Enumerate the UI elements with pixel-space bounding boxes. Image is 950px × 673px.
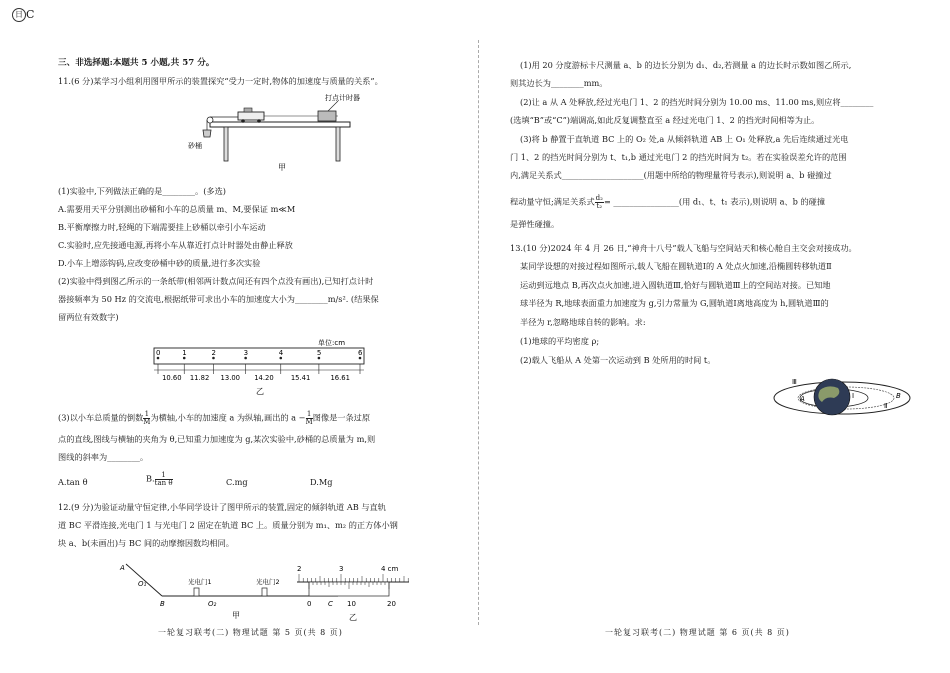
orbit-label-ii: Ⅱ	[884, 402, 888, 410]
q11-part3-pre: (3)以小车总质量的倒数	[58, 412, 144, 423]
frac-denominator: M	[143, 418, 151, 426]
tape-dimensions	[158, 364, 360, 382]
q11-part2-line2: 器接频率为 50 Hz 的交流电,根据纸带可求出小车的加速度大小为________m/s². (结果保	[58, 294, 379, 304]
pulley	[207, 117, 213, 123]
tape-point-5	[318, 357, 321, 360]
tape-point-3	[244, 357, 247, 360]
q11-part3-line3: 图线的斜率为________。	[58, 452, 149, 462]
frac-numerator: 1	[144, 410, 150, 418]
logo-circle-icon: 日	[12, 8, 26, 22]
q13-line5: 半径为 r,忽略地球自转的影响。求:	[520, 317, 646, 327]
q12-line3: 块 a、b(未画出)与 BC 间的动摩擦因数均相同。	[58, 538, 234, 548]
q12-line1: 12.(9 分)为验证动量守恒定律,小华同学设计了图甲所示的装置,固定的倾斜轨道 AB 与直轨	[58, 502, 386, 512]
logo-text: C	[26, 8, 35, 21]
tape-point-6	[359, 357, 362, 360]
frac-denominator-2: M	[305, 418, 313, 426]
photogate-1-label: 光电门1	[188, 578, 212, 586]
tape-segment-6: 16.61	[330, 374, 350, 382]
photogate-2	[262, 588, 267, 596]
q11-option-b: B.平衡摩擦力时,轻绳的下端需要挂上砂桶以牵引小车运动	[58, 222, 266, 232]
q12-part1-line2: 则其边长为________mm。	[510, 78, 608, 88]
label-c: C	[328, 600, 333, 608]
orbit-point-a: A	[800, 395, 805, 403]
table-top	[210, 122, 350, 127]
one-over-m-fraction-2	[306, 411, 313, 426]
exam-logo	[12, 8, 34, 22]
label-o1: O₁	[138, 580, 147, 588]
fig-caption-jia: 甲	[278, 163, 286, 172]
q11-part3-line1	[58, 411, 370, 426]
tape-point-label-3: 3	[243, 349, 249, 357]
label-b: B	[160, 600, 165, 608]
q11-part2-line1: (2)实验中得到图乙所示的一条纸带(相邻两计数点间还有四个点没有画出),已知打点计时	[58, 276, 374, 286]
q12-part3-line1: (3)将 b 静置于直轨道 BC 上的 O₂ 处,a 从倾斜轨道 AB 上 O₁ 处释放,a 先后连续通过光电	[520, 134, 849, 144]
choice-b-prefix: B.	[146, 473, 155, 484]
d2-over-t2-fraction	[595, 195, 604, 210]
q11-part3-mid: 为横轴,小车的加速度 a 为纵轴,画出的 a −	[150, 412, 306, 423]
cart-wheel-2	[257, 119, 261, 123]
left-page	[58, 0, 468, 673]
q12-line2: 道 BC 平滑连接,光电门 1 与光电门 2 固定在轨道 BC 上。质量分别为 m₁、m₂ 的正方体小钢	[58, 520, 398, 530]
paper-tape-figure	[148, 336, 373, 398]
q12-part2-line1: (2)让 a 从 A 处释放,经过光电门 1、2 的挡光时间分别为 10.00 ms、11.00 ms,则应将________	[520, 97, 874, 107]
vernier-caption: 乙	[349, 613, 357, 622]
fig-caption-yi: 乙	[256, 387, 264, 396]
tape-point-label-0: 0	[156, 349, 161, 357]
q12-part3-line3: 内,满足关系式____________________(用题中所给的物理量符号表示),则说明 a、b 碰撞过	[510, 170, 832, 180]
q13-line3: 运动到远地点 B,再次点火加速,进入圆轨道Ⅲ,恰好与圆轨道Ⅲ上的空间站对接。已知地	[520, 280, 831, 290]
t2-denominator: t₂	[596, 202, 603, 210]
tape-point-label-5: 5	[316, 349, 322, 357]
photogate-1	[194, 588, 199, 596]
sand-bucket	[203, 130, 211, 137]
main-scale-label-1: 3	[339, 565, 344, 573]
vernier-scale	[297, 565, 409, 608]
orbit-label-i: Ⅰ	[852, 392, 855, 400]
left-page-footer: 一轮复习联考(二) 物理试题 第 5 页(共 8 页)	[158, 628, 343, 637]
timer-label: 打点计时器	[325, 94, 360, 102]
choice-b-numerator: 1	[155, 472, 173, 480]
q12-part3-line5: 是弹性碰撞。	[510, 219, 560, 229]
q11-part1: (1)实验中,下列做法正确的是________。(多选)	[58, 186, 226, 196]
choice-b-fraction	[155, 472, 173, 487]
vernier-label-1: 10	[347, 600, 356, 608]
orbit-label-iii: Ⅲ	[792, 378, 797, 386]
vernier-label-0: 0	[307, 600, 312, 608]
timer-leader-line	[328, 101, 338, 111]
q11-apparatus-figure	[188, 92, 363, 172]
q13-sub1: (1)地球的平均密度 ρ;	[520, 336, 600, 346]
ticker-timer	[318, 111, 336, 121]
cart-wheel-1	[241, 119, 245, 123]
tape-segment-5: 15.41	[290, 374, 311, 382]
q11-part3-post: 图像是一条过原	[312, 412, 371, 423]
q12-part1-line1: (1)用 20 分度游标卡尺测量 a、b 的边长分别为 d₁、d₂,若测量 a 的边长时示数如图乙所示,	[520, 60, 852, 70]
tape-unit-label: 单位:cm	[318, 339, 346, 347]
q11-choice-c: C.mg	[226, 477, 248, 487]
q12-part3-line4-post: = ________________(用 d₁、t、t₁ 表示),则说明 a、b 的碰撞	[603, 196, 826, 207]
q13-line2: 某同学设想的对接过程如图所示,载人飞船在圆轨道Ⅰ的 A 处点火加速,沿椭圆转移轨道Ⅱ	[520, 261, 832, 271]
right-page-footer: 一轮复习联考(二) 物理试题 第 6 页(共 8 页)	[605, 628, 790, 637]
q11-option-c: C.实验时,应先接通电源,再将小车从靠近打点计时器处由静止释放	[58, 240, 293, 250]
tape-point-label-6: 6	[358, 349, 363, 357]
tape-point-label-1: 1	[182, 349, 187, 357]
main-scale-label-2: 4 cm	[381, 565, 399, 573]
d2-numerator: d₂	[595, 194, 603, 202]
tape-point-2	[212, 357, 215, 360]
q11-part3-line2: 点的直线,图线与横轴的夹角为 θ,已知重力加速度为 g,某次实验中,砂桶的总质量为 m,则	[58, 434, 376, 444]
q11-option-a: A.需要用天平分别测出砂桶和小车的总质量 m、M,要保证 m≪M	[58, 204, 296, 214]
tape-point-1	[183, 357, 186, 360]
vernier-caliper-figure	[293, 562, 413, 622]
tape-segment-1: 10.60	[162, 374, 182, 382]
vernier-label-2: 20	[387, 600, 396, 608]
q11-option-d: D.小车上增添钩码,应改变砂桶中砂的质量,进行多次实验	[58, 258, 261, 268]
q13-sub2: (2)载人飞船从 A 处第一次运动到 B 处所用的时间 t。	[520, 355, 716, 365]
tape-point-label-2: 2	[211, 349, 216, 357]
tape-segment-3: 13.00	[220, 374, 241, 382]
q11-stem: 11.(6 分)某学习小组利用图甲所示的装置探究“受力一定时,物体的加速度与质量的关系”。	[58, 76, 383, 86]
frac-numerator-2: 1	[306, 410, 312, 418]
q13-line4: 球半径为 R,地球表面重力加速度为 g,引力常量为 G,圆轨道Ⅰ离地高度为 h,圆轨道Ⅲ的	[520, 298, 829, 308]
tape-segment-2: 11.82	[189, 374, 210, 382]
q12-part3-line2: 门 1、2 的挡光时间分别为 t、t₁,b 通过光电门 2 的挡光时间为 t₂。若在实验误差允许的范围	[510, 152, 847, 162]
main-scale-label-0: 2	[297, 565, 302, 573]
orbit-point-b: B	[896, 392, 901, 400]
q13-line1: 13.(10 分)2024 年 4 月 26 日,“神舟十八号”载人飞船与空间站天和核心舱自主交会对接成功。	[510, 243, 857, 253]
page-divider	[478, 40, 479, 625]
section-title: 三、非选择题:本题共 5 小题,共 57 分。	[58, 58, 215, 68]
q12-part3-line4	[510, 195, 825, 210]
q12-caption-jia: 甲	[232, 611, 240, 620]
photogate-2-label: 光电门2	[256, 578, 280, 586]
cart-weight	[244, 108, 252, 112]
bucket-label: 砂桶	[188, 142, 202, 150]
label-o2: O₂	[208, 600, 217, 608]
choice-b-denominator: tan θ	[154, 479, 173, 487]
q12-part3-line4-pre: 程动量守恒;满足关系式	[510, 196, 595, 207]
q11-part2-line3: 留两位有效数字)	[58, 312, 119, 322]
table-leg-left	[224, 127, 228, 161]
cart	[238, 112, 264, 120]
right-page	[510, 0, 910, 673]
tape-point-4	[279, 357, 282, 360]
tape-point-label-4: 4	[278, 349, 284, 357]
q11-choice-b	[146, 472, 173, 487]
tape-point-0	[157, 357, 160, 360]
q12-part2-line2: (选填“B”或“C”)端调高,如此反复调整直至 a 经过光电门 1、2 的挡光时间相等为止。	[510, 115, 820, 125]
tape-segment-4: 14.20	[254, 374, 274, 382]
q11-choice-d: D.Mg	[310, 477, 333, 487]
orbit-figure	[772, 372, 917, 422]
table-leg-right	[336, 127, 340, 161]
label-a: A	[120, 564, 125, 572]
q11-choice-a: A.tan θ	[58, 477, 88, 487]
